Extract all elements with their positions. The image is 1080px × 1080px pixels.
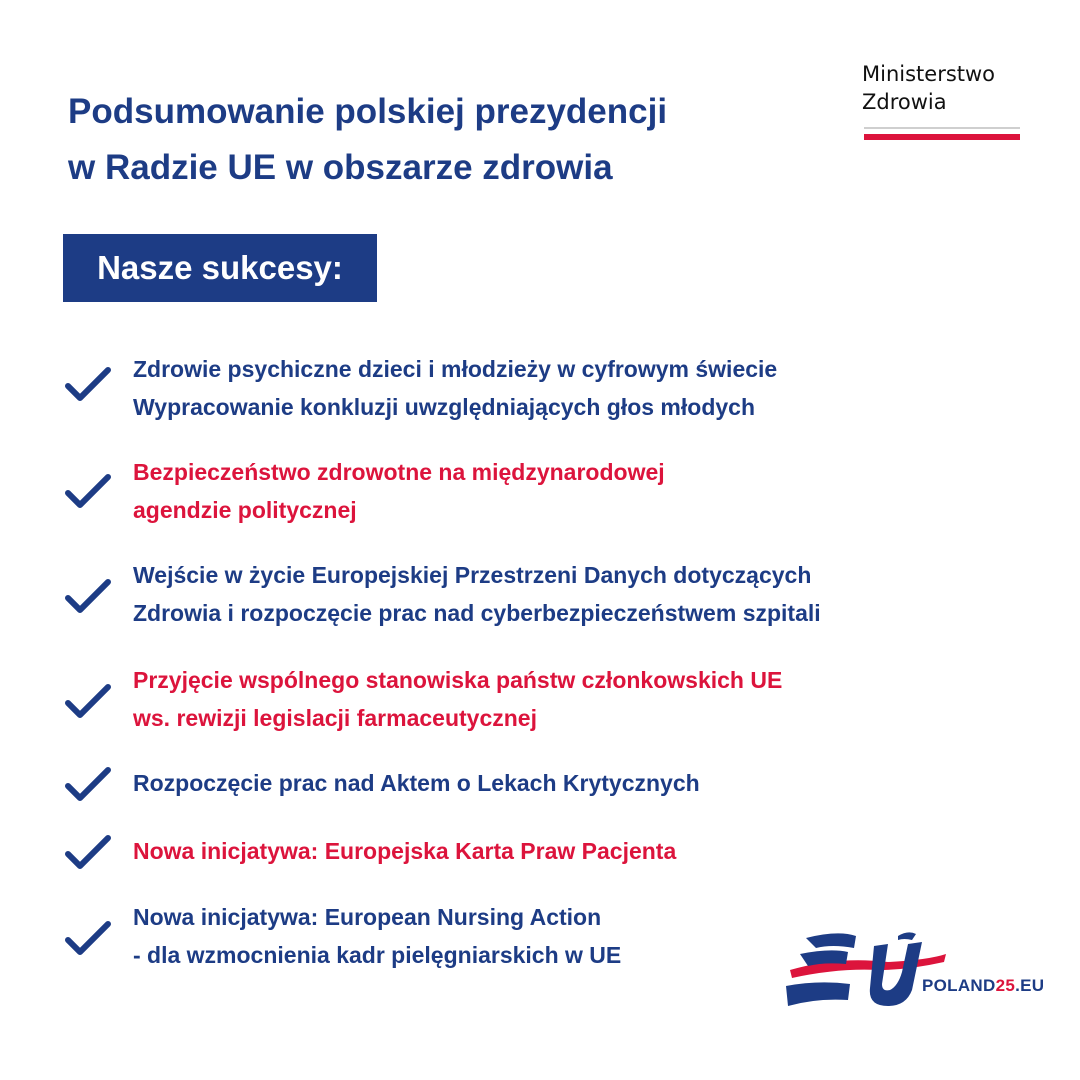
checkmark-icon (64, 364, 112, 404)
page-title (68, 84, 828, 196)
success-item-7-line-2: - dla wzmocnienia kadr pielęgniarskich w UE (133, 942, 622, 968)
success-item-5-line-1: Rozpoczęcie prac nad Aktem o Lekach Krytycznych (133, 770, 700, 796)
successes-badge: Nasze sukcesy: (63, 234, 377, 302)
success-item-5-text (133, 764, 953, 802)
ministry-logo (862, 60, 995, 116)
title-line-2: w Radzie UE w obszarze zdrowia (68, 148, 613, 187)
success-item-2-text (133, 453, 953, 529)
success-item-6-line-1: Nowa inicjatywa: Europejska Karta Praw Pacjenta (133, 838, 677, 864)
checkmark-icon (64, 681, 112, 721)
presidency-logo-text-suffix: .EU (1015, 976, 1045, 995)
success-item-7-line-1: Nowa inicjatywa: European Nursing Action (133, 904, 602, 930)
success-item-3-line-1: Wejście w życie Europejskiej Przestrzeni Danych dotyczących (133, 562, 812, 588)
success-item-6-text (133, 832, 953, 870)
checkmark-icon (64, 576, 112, 616)
ministry-logo-red-rule (864, 134, 1020, 140)
success-item-3-line-2: Zdrowia i rozpoczęcie prac nad cyberbezpieczeństwem szpitali (133, 600, 821, 626)
presidency-logo-text-prefix: POLAND (922, 976, 996, 995)
success-item-2-line-1: Bezpieczeństwo zdrowotne na międzynarodowej (133, 459, 665, 485)
success-item-1-line-1: Zdrowie psychiczne dzieci i młodzieży w cyfrowym świecie (133, 356, 778, 382)
title-line-1: Podsumowanie polskiej prezydencji (68, 92, 668, 131)
ministry-logo-line-1: Ministerstwo (862, 62, 996, 86)
presidency-logo-text (922, 976, 1044, 996)
success-item-4-text (133, 661, 953, 737)
checkmark-icon (64, 764, 112, 804)
ministry-logo-line-2: Zdrowia (862, 90, 947, 114)
success-item-4-line-1: Przyjęcie wspólnego stanowiska państw członkowskich UE (133, 667, 783, 693)
ministry-logo-grey-rule (864, 127, 1020, 129)
presidency-logo-mark (778, 926, 948, 1016)
success-item-4-line-2: ws. rewizji legislacji farmaceutycznej (133, 705, 537, 731)
success-item-3-text (133, 556, 953, 632)
success-item-2-line-2: agendzie politycznej (133, 497, 357, 523)
presidency-logo-text-number: 25 (995, 976, 1016, 995)
checkmark-icon (64, 918, 112, 958)
checkmark-icon (64, 832, 112, 872)
success-item-1-line-2: Wypracowanie konkluzji uwzględniających głos młodych (133, 394, 755, 420)
checkmark-icon (64, 471, 112, 511)
success-item-1-text (133, 350, 953, 426)
